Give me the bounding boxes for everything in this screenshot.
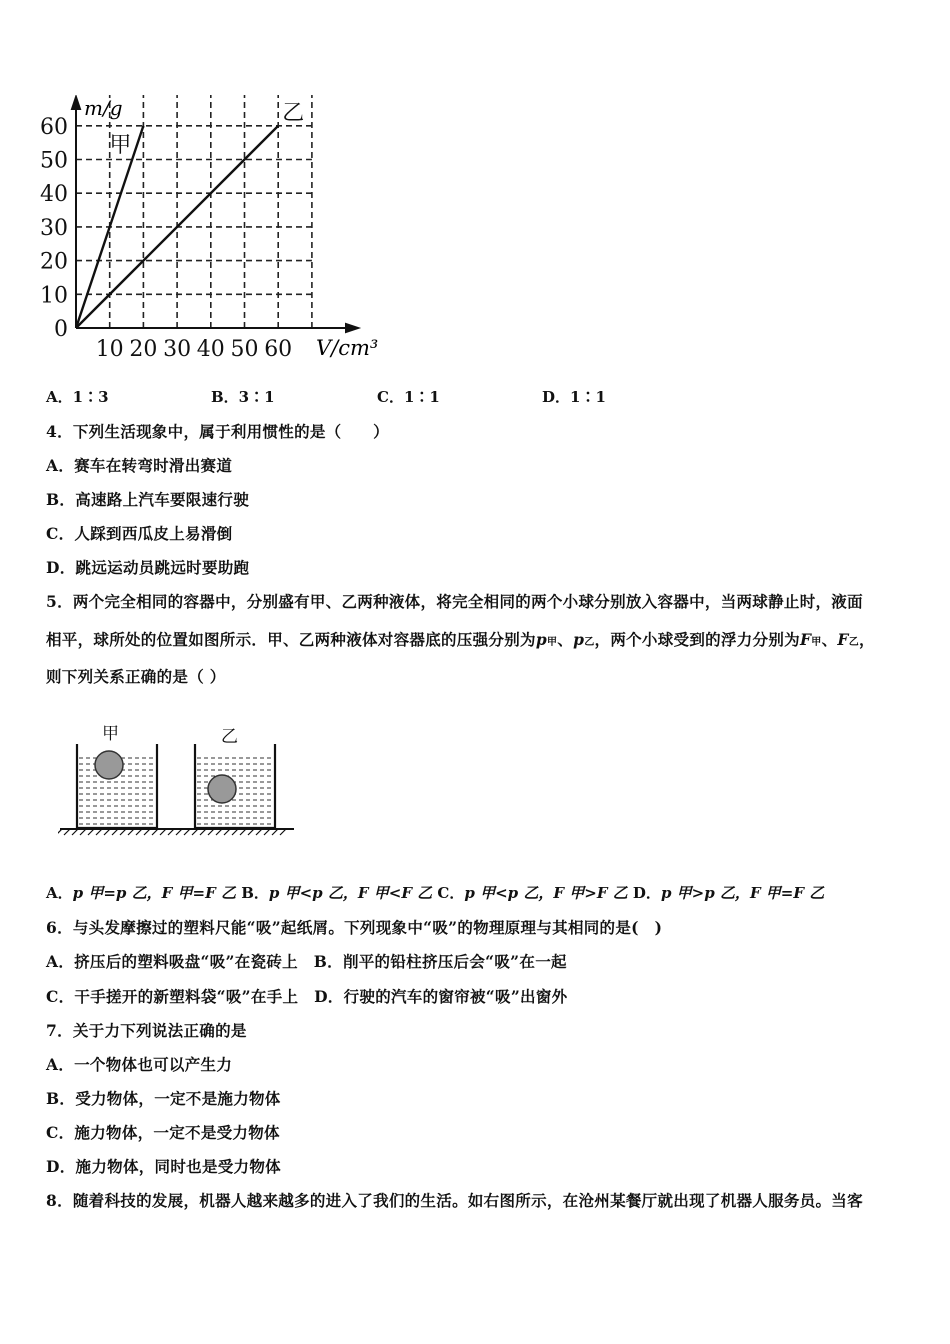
x-axis-arrow (346, 324, 358, 332)
q5-stem-line-2-text: 相平，球所处的位置如图所示．甲、乙两种液体对容器底的压强分别为 (46, 630, 536, 649)
x-tick-label: 60 (264, 337, 293, 362)
q4-option-a[interactable]: A．赛车在转弯时滑出赛道 (46, 456, 233, 475)
containers-figure (58, 722, 298, 842)
x-tick-label: 30 (163, 337, 192, 362)
ball-yi (208, 775, 236, 803)
x-tick-labels (96, 337, 292, 362)
q7-option-a[interactable]: A．一个物体也可以产生力 (46, 1055, 233, 1074)
container-jia (77, 724, 157, 828)
q5-option-c[interactable]: C．p 甲<p 乙，F 甲>F 乙 (437, 884, 628, 902)
q3-option-b[interactable]: B．3∶1 (211, 388, 275, 406)
q7-option-c[interactable]: C．施力物体，一定不是受力物体 (46, 1123, 280, 1142)
q4-option-b[interactable]: B．高速路上汽车要限速行驶 (46, 490, 250, 509)
x-tick-label: 40 (196, 337, 225, 362)
q7-stem: 7．关于力下列说法正确的是 (46, 1021, 247, 1040)
x-tick-label: 10 (95, 337, 124, 362)
q7-option-b[interactable]: B．受力物体，一定不是施力物体 (46, 1089, 281, 1108)
q6-stem: 6．与头发摩擦过的塑料尺能“吸”起纸屑。下列现象中“吸”的物理原理与其相同的是( ) (46, 918, 663, 937)
y-tick-label: 10 (40, 283, 68, 309)
x-axis-label: V/cm³ (316, 336, 379, 360)
label-jia: 甲 (102, 724, 119, 744)
x-tick-label: 50 (230, 337, 259, 362)
y-tick-label: 20 (40, 249, 68, 275)
q3-option-d[interactable]: D．1∶1 (542, 388, 606, 406)
y-tick-label: 50 (40, 148, 68, 174)
q4-option-c[interactable]: C．人踩到西瓜皮上易滑倒 (46, 524, 233, 543)
q5-stem-line-3: 则下列关系正确的是（ ） (46, 667, 226, 686)
series-label-yi: 乙 (282, 100, 305, 126)
q5-option-a[interactable]: A．p 甲=p 乙，F 甲=F 乙 (46, 884, 236, 902)
q6-options-row-1[interactable]: A．挤压后的塑料吸盘“吸”在瓷砖上 B．削平的铅柱挤压后会“吸”在一起 (46, 952, 567, 971)
y-axis-arrow (72, 97, 80, 109)
q4-option-d[interactable]: D．跳远运动员跳远时要助跑 (46, 558, 250, 577)
y-tick-label: 60 (40, 114, 68, 140)
q5-options (46, 882, 824, 903)
y-tick-label: 30 (40, 215, 68, 241)
y-tick-label: 40 (40, 182, 68, 208)
q5-option-b[interactable]: B．p 甲<p 乙，F 甲<F 乙 (241, 884, 433, 902)
q3-option-a[interactable]: A．1∶3 (46, 388, 109, 406)
q7-option-d[interactable]: D．施力物体，同时也是受力物体 (46, 1157, 281, 1176)
q5-stem-line-2: 相平，球所处的位置如图所示．甲、乙两种液体对容器底的压强分别为p甲、p乙，两个小球受到的浮力分别为F甲、F乙， (46, 630, 875, 649)
y-axis-label: m/g (84, 96, 123, 120)
y-tick-labels (40, 115, 68, 342)
container-yi (195, 727, 275, 828)
q5-option-d[interactable]: D．p 甲>p 乙，F 甲=F 乙 (632, 884, 825, 902)
q6-options-row-2[interactable]: C．干手搓开的新塑料袋“吸”在手上 D．行驶的汽车的窗帘被“吸”出窗外 (46, 987, 568, 1006)
mass-volume-graph (40, 95, 380, 365)
x-tick-label: 20 (129, 337, 158, 362)
q8-stem: 8．随着科技的发展，机器人越来越多的进入了我们的生活。如右图所示，在沧州某餐厅就出现了机器人服务员。当客 (46, 1191, 863, 1210)
label-yi: 乙 (221, 727, 238, 747)
q3-option-c[interactable]: C．1∶1 (377, 388, 440, 406)
q4-stem: 4．下列生活现象中，属于利用惯性的是（ ） (46, 422, 389, 441)
q5-stem-line-1: 5．两个完全相同的容器中，分别盛有甲、乙两种液体，将完全相同的两个小球分别放入容器中，当两球静止时，液面 (46, 592, 863, 611)
ball-jia (95, 751, 123, 779)
series-label-jia: 甲 (109, 132, 132, 158)
y-tick-label: 0 (54, 317, 68, 342)
